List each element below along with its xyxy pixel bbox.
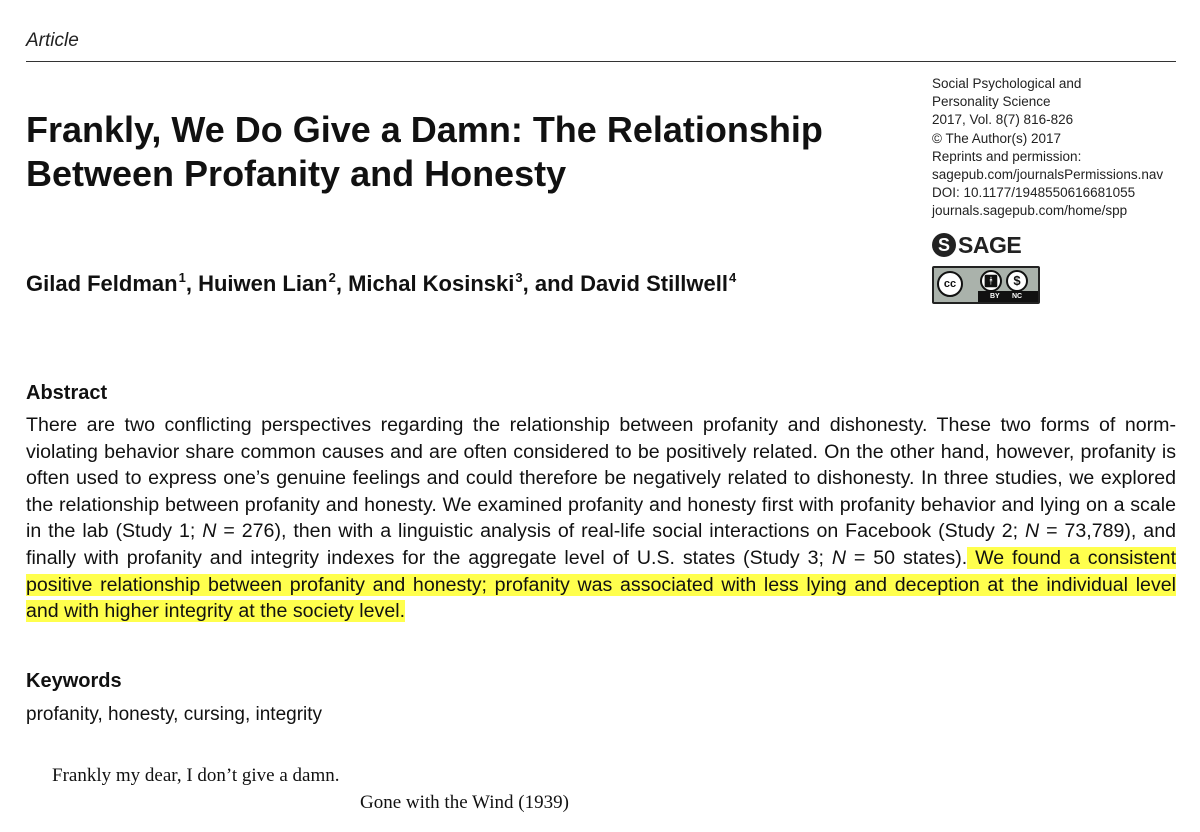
abstract-text: N	[1025, 520, 1040, 543]
author-affiliation: 2	[328, 270, 336, 285]
author-separator: , and	[522, 271, 581, 296]
article-type-label: Article	[26, 30, 79, 51]
author-name: David Stillwell	[580, 271, 728, 296]
author-separator: ,	[185, 271, 199, 296]
abstract-text: N	[831, 546, 846, 569]
keywords-list: profanity, honesty, cursing, integrity	[26, 704, 323, 725]
keywords-heading: Keywords	[26, 670, 122, 692]
paper-title: Frankly, We Do Give a Damn: The Relationship Between Profanity and Honesty	[26, 109, 823, 194]
cc-label-strip	[978, 291, 1038, 302]
epigraph-quote: Frankly my dear, I don’t give a damn.	[52, 765, 340, 786]
creative-commons-badge[interactable]	[932, 266, 1040, 304]
epigraph-source: Gone with the Wind (1939)	[360, 792, 569, 813]
pubinfo-line: Social Psychological and	[932, 76, 1082, 91]
pubinfo-line: DOI: 10.1177/1948550616681055	[932, 185, 1136, 201]
pubinfo-line: 2017, Vol. 8(7) 816-826	[932, 112, 1074, 128]
pubinfo-line[interactable]: journals.sagepub.com/home/spp	[932, 203, 1128, 219]
author-affiliation: 1	[178, 270, 186, 285]
abstract-body	[26, 412, 1176, 625]
author-affiliation: 4	[729, 270, 737, 285]
cc-nc-label: NC	[1012, 293, 1023, 300]
nc-dollar-icon: $	[1006, 270, 1028, 292]
cc-by-label: BY	[990, 293, 1000, 300]
abstract-highlight: We found a consistent positive relationship between profanity and honesty; profanity was associated with less lying and deception at the individual level and with higher integrity at the society level.	[26, 546, 1177, 623]
author-name: Michal Kosinski	[348, 271, 515, 296]
sage-logo[interactable]	[932, 232, 1021, 258]
author-name: Gilad Feldman	[26, 271, 178, 296]
abstract-text: = 276), then with a linguistic analysis of real-life social interactions on Facebook (Study 2;	[216, 520, 1025, 543]
abstract-text: = 73,789), and finally with profanity and integrity indexes for the aggregate level of U.S. states (Study 3;	[26, 520, 1176, 569]
abstract-text: N	[202, 520, 217, 543]
pubinfo-line[interactable]: sagepub.com/journalsPermissions.nav	[932, 167, 1164, 183]
by-person-icon: 🚹︎	[980, 270, 1002, 292]
author-affiliation: 3	[515, 270, 523, 285]
abstract-text: = 50 states).	[846, 546, 968, 569]
sage-logo-text: SAGE	[958, 231, 1022, 258]
publication-info	[932, 75, 1192, 221]
abstract-text: There are two conflicting perspectives regarding the relationship between profanity and dishonesty. These two forms of norm-violating behavior share common causes and are often considered to be positively related. On the other hand, however, profanity is often used to express one’s genuine feelings and could therefore be negatively related to dishonesty. In three studies, we explored the relationship between profanity and honesty. We examined profanity and honesty first with profanity behavior and lying on a scale in the lab (Study 1;	[26, 414, 1176, 543]
sage-logo-icon: S	[932, 233, 956, 257]
author-list	[26, 270, 736, 297]
creative-commons-icon: cc	[937, 271, 963, 297]
author-name: Huiwen Lian	[198, 271, 328, 296]
abstract-heading: Abstract	[26, 382, 108, 404]
pubinfo-line: © The Author(s) 2017	[932, 130, 1062, 146]
pubinfo-line: Personality Science	[932, 94, 1051, 110]
author-separator: ,	[335, 271, 349, 296]
header-rule	[26, 61, 1176, 62]
pubinfo-line: Reprints and permission:	[932, 148, 1082, 164]
